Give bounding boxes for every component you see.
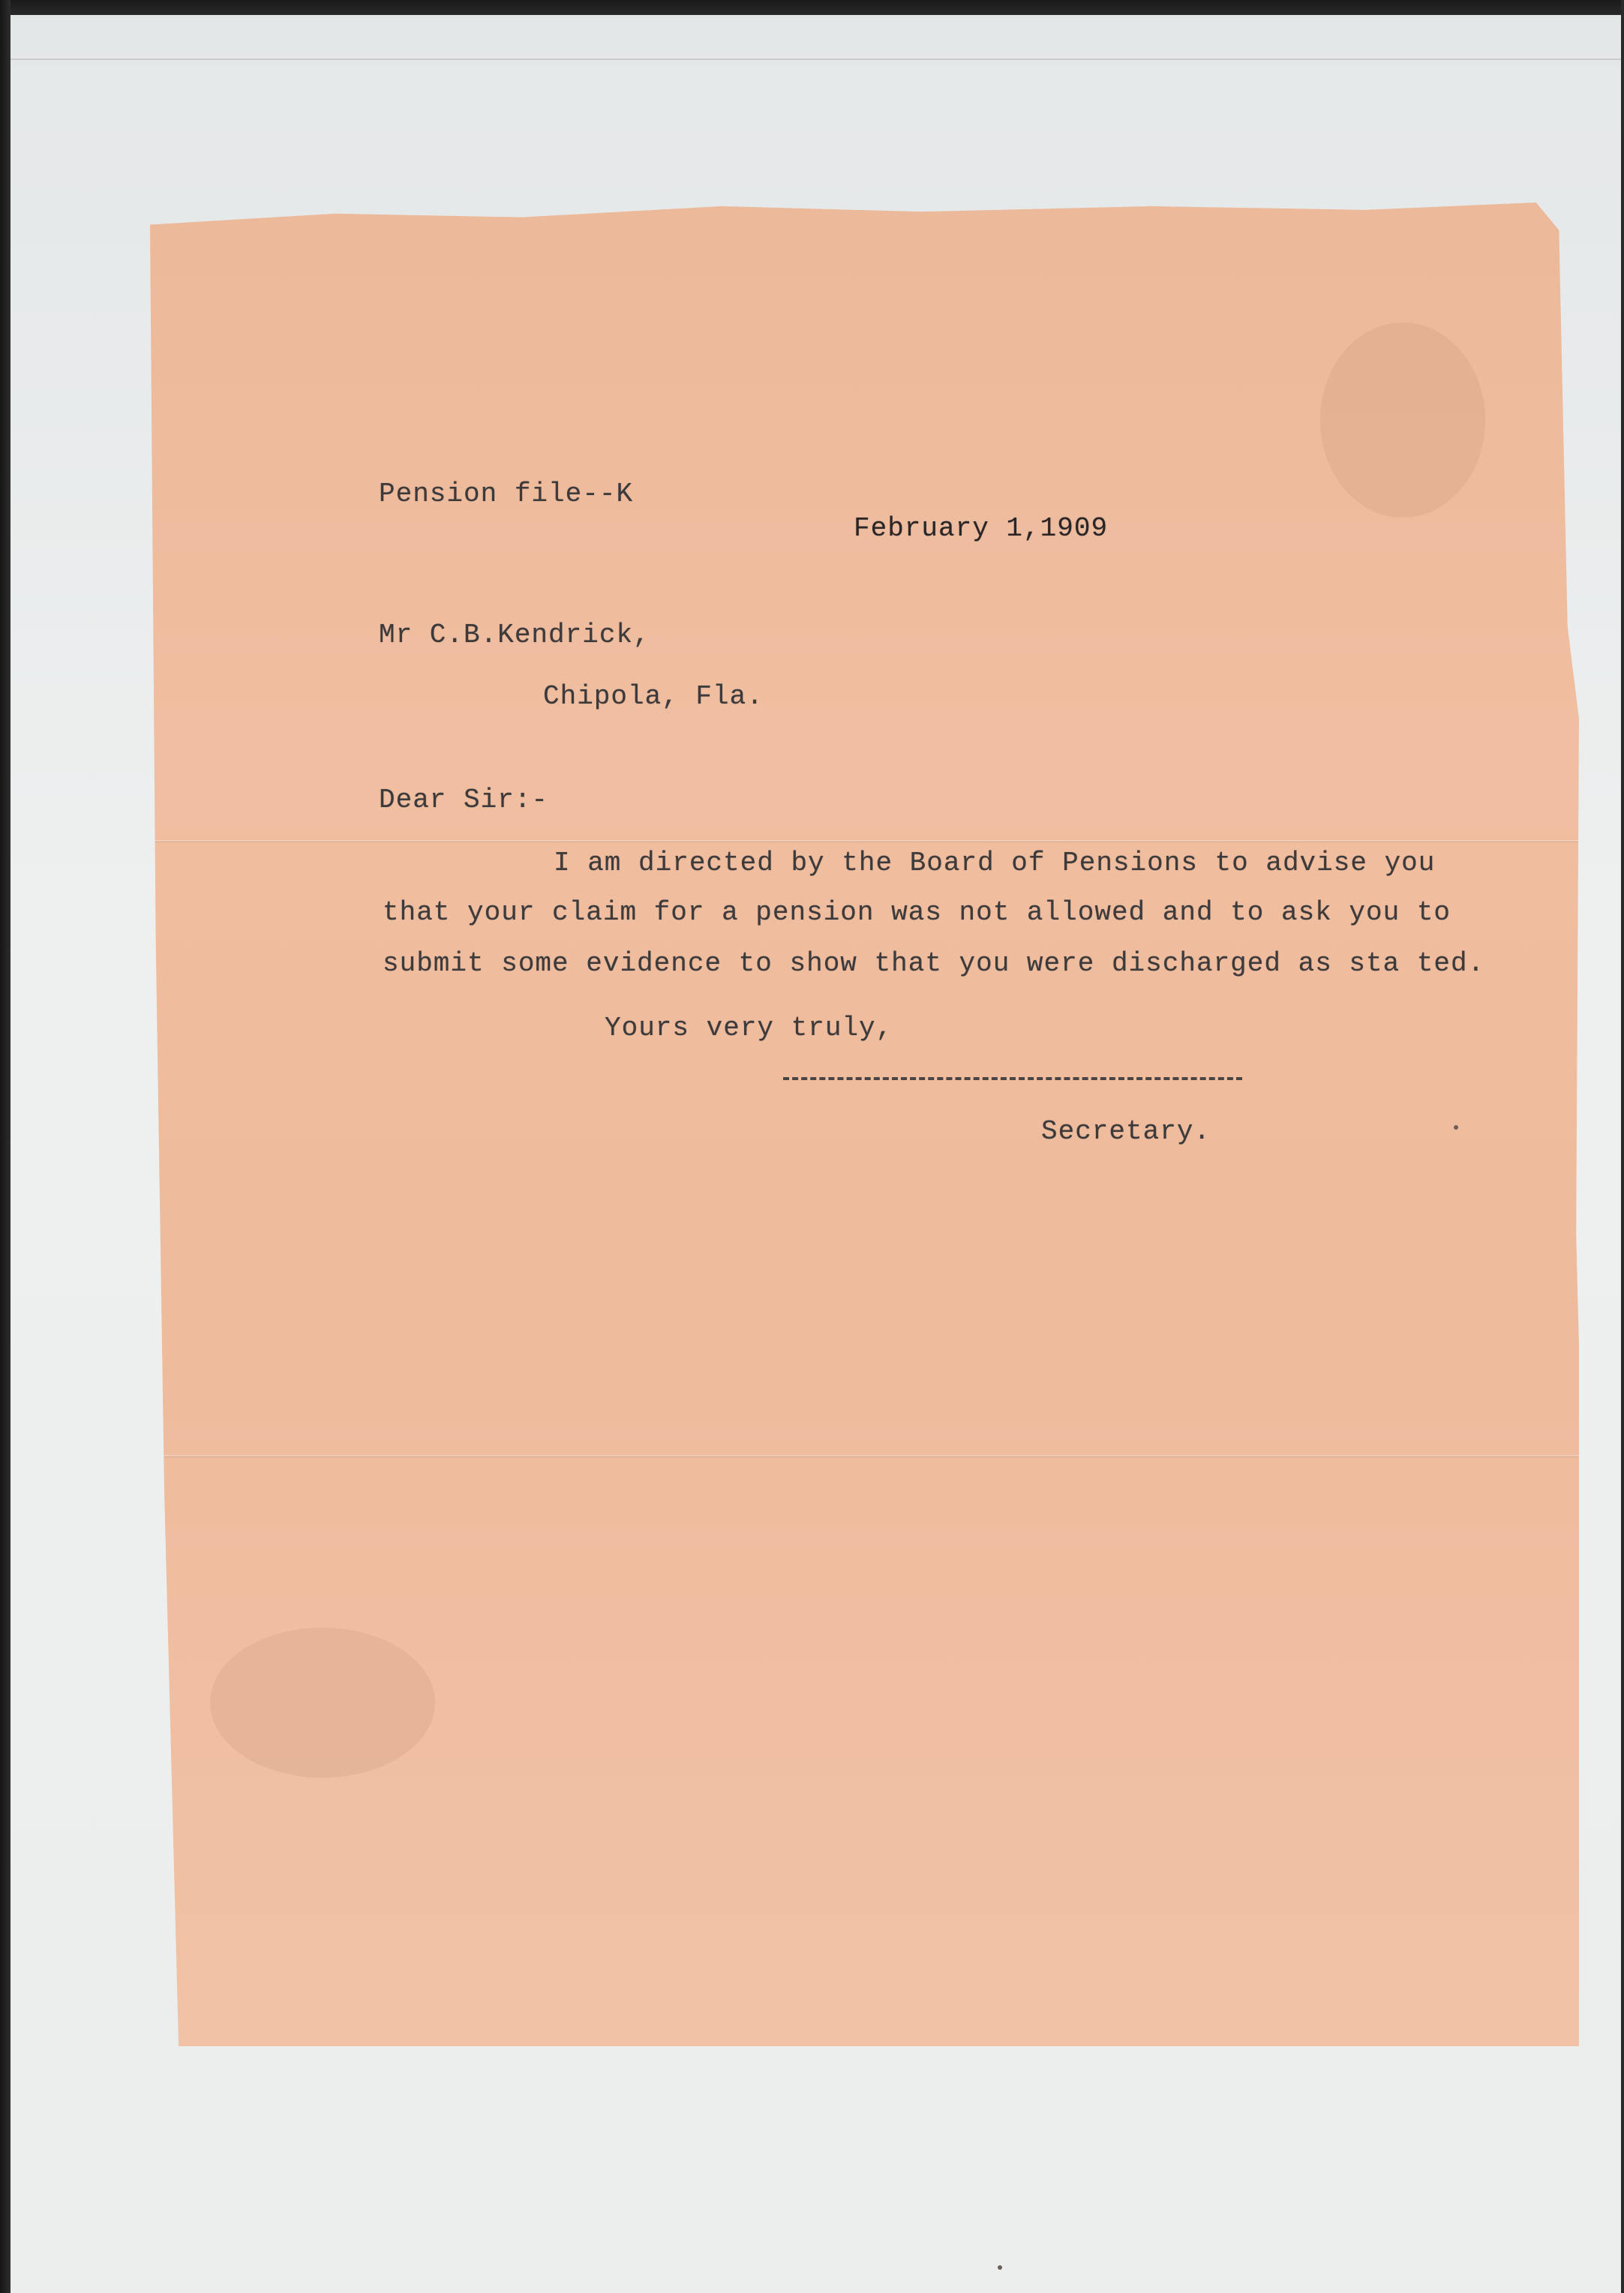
body-line: that your claim for a pension was not allowed and to ask you to xyxy=(383,897,1451,928)
paper-stain xyxy=(1320,323,1485,518)
paper-fold-lower xyxy=(150,1455,1579,1457)
body-line: I am directed by the Board of Pensions to advise you xyxy=(554,848,1436,878)
scanner-frame-right xyxy=(1621,0,1624,2293)
signature-line xyxy=(783,1077,1242,1080)
paper-fold-upper xyxy=(150,840,1579,842)
paper-stain xyxy=(210,1628,435,1778)
recipient-name: Mr C.B.Kendrick, xyxy=(379,620,650,650)
salutation: Dear Sir:- xyxy=(379,785,549,815)
scan-edge-line xyxy=(11,59,1621,60)
paper-speck xyxy=(1454,1125,1458,1130)
scanner-frame-top xyxy=(0,0,1624,15)
letter-date: February 1,1909 xyxy=(854,513,1109,544)
scanner-frame-left xyxy=(0,0,11,2293)
letter-paper xyxy=(150,203,1579,2046)
closing: Yours very truly, xyxy=(605,1013,893,1043)
file-label: Pension file--K xyxy=(379,479,634,509)
scan-speck xyxy=(998,2265,1002,2270)
recipient-location: Chipola, Fla. xyxy=(543,681,764,712)
signature-title: Secretary. xyxy=(1041,1116,1211,1147)
body-line: submit some evidence to show that you were discharged as sta ted. xyxy=(383,948,1485,979)
